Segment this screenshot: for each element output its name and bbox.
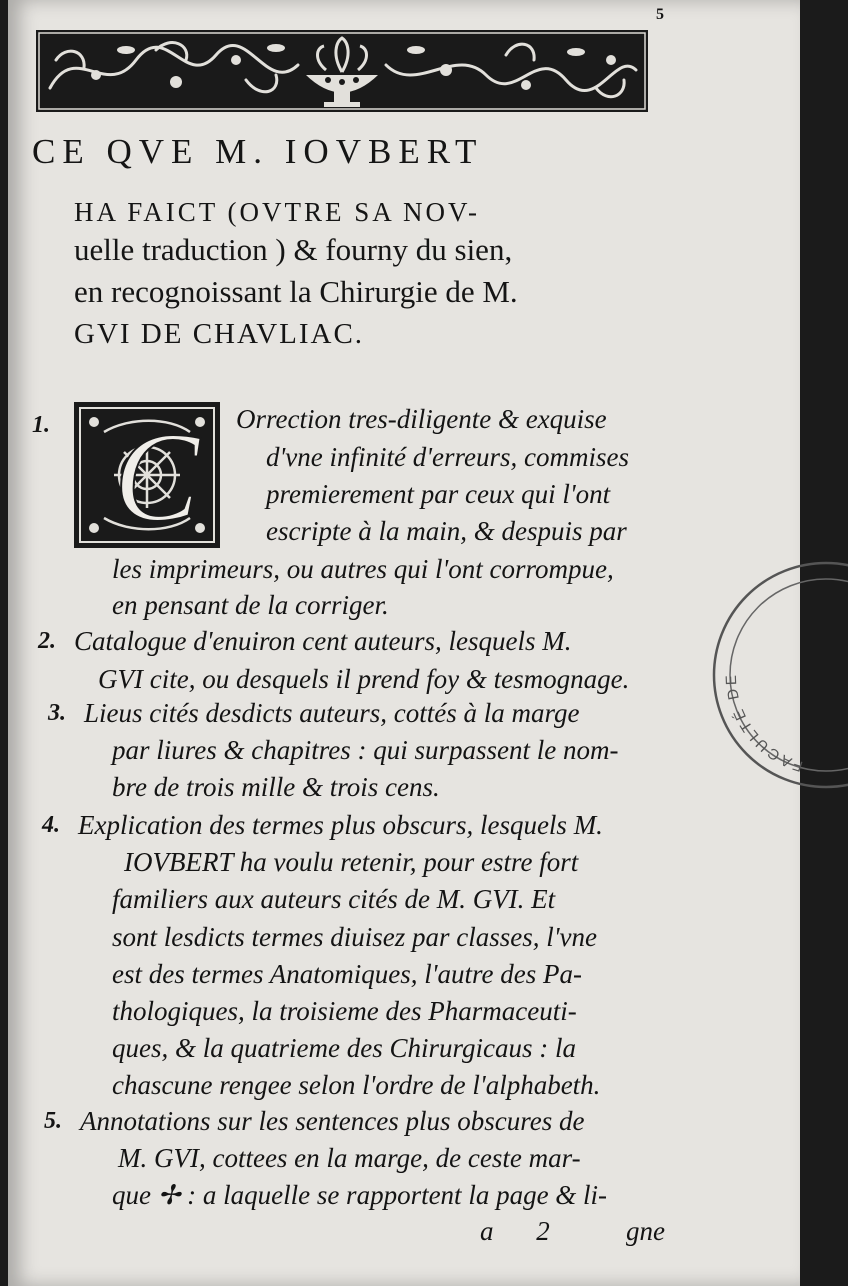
item-2-line-2: GVI cite, ou desquels il prend foy & tesmognage. [98, 664, 630, 694]
item-2-line-1: Catalogue d'enuiron cent auteurs, lesquels M. [74, 626, 572, 656]
title-line-5: GVI DE CHAVLIAC. [74, 318, 365, 350]
catchword: gne [626, 1216, 665, 1246]
item-3-number: 3. [48, 700, 66, 726]
item-5-line-3: que ✢ : a laquelle se rapportent la page & li- [112, 1180, 608, 1210]
svg-text:C: C [114, 406, 200, 548]
item-1-line-5: les imprimeurs, ou autres qui l'ont corrompue, [112, 554, 614, 584]
item-1-line-4: escripte à la main, & despuis par [266, 516, 627, 546]
page-number: 5 [656, 6, 664, 23]
title-line-2: HA FAICT (OVTRE SA NOV- [74, 197, 481, 227]
item-1-line-1: Orrection tres-diligente & exquise [236, 404, 607, 434]
item-4-line-6: thologiques, la troisieme des Pharmaceuti- [112, 996, 577, 1026]
item-4-line-3: familiers aux auteurs cités de M. GVI. Et [112, 884, 556, 914]
item-4-line-1: Explication des termes plus obscurs, lesquels M. [78, 810, 603, 840]
item-4-line-2: IOVBERT ha voulu retenir, pour estre fort [124, 847, 579, 877]
item-5-line-2: M. GVI, cottees en la marge, de ceste mar- [118, 1143, 581, 1173]
item-3-line-2: par liures & chapitres : qui surpassent le nom- [112, 735, 619, 765]
item-3-line-3: bre de trois mille & trois cens. [112, 772, 440, 802]
headpiece-ornament [36, 30, 648, 112]
item-4-line-5: est des termes Anatomiques, l'autre des Pa- [112, 959, 582, 989]
item-4-line-4: sont lesdicts termes diuisez par classes, l'vne [112, 922, 597, 952]
title-line-1: CE QVE M. IOVBERT [32, 132, 484, 171]
item-4-line-8: chascune rengee selon l'ordre de l'alphabeth. [112, 1070, 601, 1100]
item-1-line-6: en pensant de la corriger. [112, 590, 389, 620]
item-1-line-2: d'vne infinité d'erreurs, commises [266, 442, 629, 472]
item-4-line-7: ques, & la quatrieme des Chirurgicaus : la [112, 1033, 576, 1063]
item-2-number: 2. [38, 628, 56, 654]
item-5-line-1: Annotations sur les sentences plus obscures de [80, 1106, 585, 1136]
book-page [8, 0, 805, 1286]
item-3-line-1: Lieus cités desdicts auteurs, cottés à la marge [84, 698, 580, 728]
signature-mark: a 2 [480, 1216, 568, 1246]
svg-text:FACULTÉ DE [723, 672, 805, 775]
title-line-4: en recognoissant la Chirurgie de M. [74, 274, 518, 309]
stamp-text: FACULTÉ DE [722, 671, 805, 775]
item-1-line-3: premierement par ceux qui l'ont [266, 479, 611, 509]
drop-capital-c [74, 402, 220, 548]
item-1-number: 1. [32, 412, 50, 438]
item-5-number: 5. [44, 1108, 62, 1134]
title-line-3: uelle traduction ) & fourny du sien, [74, 232, 513, 267]
library-stamp [708, 550, 848, 800]
item-4-number: 4. [42, 812, 60, 838]
